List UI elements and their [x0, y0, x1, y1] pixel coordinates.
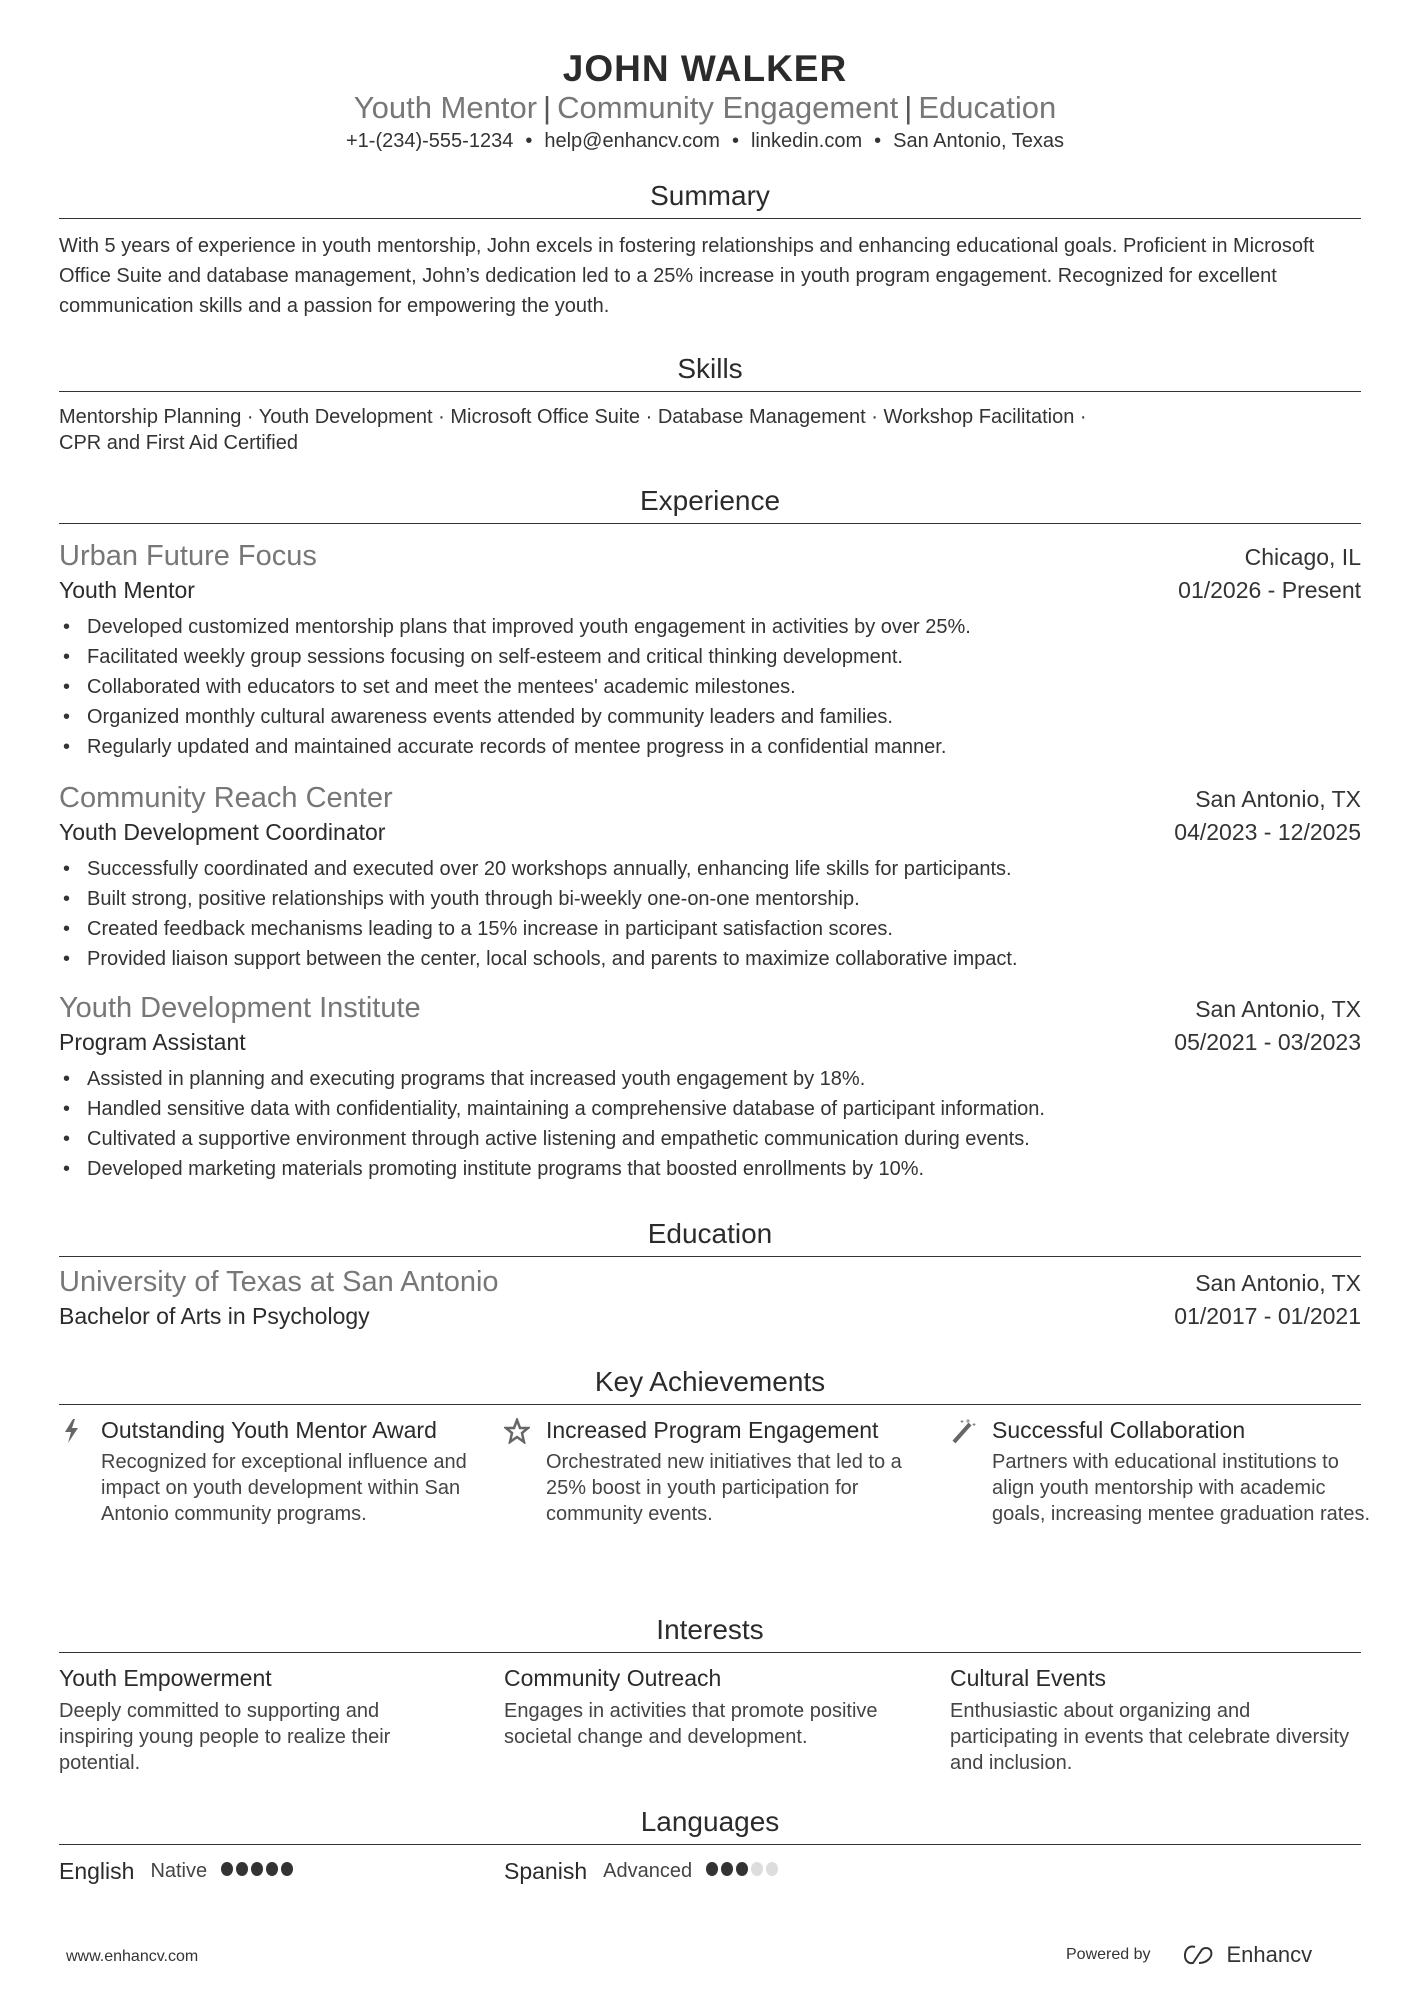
- bullet-item: • Assisted in planning and executing programs that increased youth engagement by 18%.: [59, 1064, 1361, 1094]
- company-name: Youth Development Institute: [59, 992, 421, 1024]
- achievement-description: Recognized for exceptional influence and impact on youth development within San Antonio community programs.: [101, 1451, 467, 1525]
- proficiency-rating: [221, 1862, 296, 1881]
- degree: Bachelor of Arts in Psychology: [59, 1303, 370, 1329]
- education-heading: Education: [59, 1218, 1361, 1257]
- interest-item: [504, 1665, 904, 1750]
- proficiency-rating: [706, 1862, 781, 1881]
- education-dates: 01/2017 - 01/2021: [1174, 1303, 1361, 1329]
- job-dates: 01/2026 - Present: [1178, 577, 1361, 603]
- job-dates: 04/2023 - 12/2025: [1174, 819, 1361, 845]
- bullet-item: • Created feedback mechanisms leading to a 15% increase in participant satisfaction scores.: [59, 914, 1361, 944]
- job-entry: [59, 992, 1361, 1184]
- headline-title: Community Engagement: [557, 90, 899, 125]
- language-name: Spanish: [504, 1858, 588, 1884]
- rating-dot: [706, 1862, 718, 1876]
- achievement-title: Successful Collaboration: [992, 1417, 1246, 1443]
- brand-name: Enhancv: [1226, 1942, 1313, 1967]
- phone[interactable]: +1-(234)-555-1234: [345, 130, 514, 152]
- achievement-title: Increased Program Engagement: [546, 1417, 879, 1443]
- rating-dot: [766, 1862, 778, 1876]
- linkedin[interactable]: linkedin.com: [750, 130, 863, 152]
- language-name: English: [59, 1858, 135, 1884]
- interest-title: Youth Empowerment: [59, 1665, 272, 1691]
- lightning-icon: [59, 1418, 85, 1444]
- language-level: Advanced: [603, 1860, 693, 1882]
- skills-list: [59, 404, 1361, 456]
- bullet: •: [731, 130, 739, 152]
- location: San Antonio, Texas: [893, 130, 1065, 152]
- job-entry: [59, 540, 1361, 762]
- school-location: San Antonio, TX: [1195, 1270, 1361, 1296]
- job-dates: 05/2021 - 03/2023: [1174, 1029, 1361, 1055]
- interest-title: Community Outreach: [504, 1665, 722, 1691]
- job-title: Program Assistant: [59, 1029, 246, 1055]
- job-location: San Antonio, TX: [1195, 786, 1361, 812]
- rating-dot: [266, 1862, 278, 1876]
- footer-website[interactable]: www.enhancv.com: [66, 1948, 199, 1965]
- language-item: [59, 1858, 296, 1885]
- job-title: Youth Mentor: [59, 577, 195, 603]
- achievements-heading: Key Achievements: [59, 1366, 1361, 1405]
- education-entry: [59, 1266, 1361, 1330]
- bullet-item: • Cultivated a supportive environment through active listening and empathetic communication during events.: [59, 1124, 1361, 1154]
- skills-line: CPR and First Aid Certified: [59, 432, 298, 454]
- bullet: •: [874, 130, 882, 152]
- achievement-item: [950, 1416, 1370, 1527]
- achievement-item: [59, 1416, 479, 1527]
- language-item: [504, 1858, 781, 1885]
- rating-dot: [251, 1862, 263, 1876]
- bullet-item: • Developed marketing materials promoting institute programs that boosted enrollments by 10%.: [59, 1154, 1361, 1184]
- summary-heading: Summary: [59, 180, 1361, 219]
- rating-dot: [281, 1862, 293, 1876]
- magic-wand-icon: [950, 1418, 976, 1444]
- interest-item: [950, 1665, 1350, 1776]
- bullet-item: • Regularly updated and maintained accurate records of mentee progress in a confidential manner.: [59, 732, 1361, 762]
- interest-item: [59, 1665, 459, 1776]
- bullet-item: • Provided liaison support between the center, local schools, and parents to maximize collaborative impact.: [59, 944, 1361, 974]
- separator: |: [904, 90, 913, 125]
- skills-line: Mentorship Planning · Youth Development · Microsoft Office Suite · Database Management · Workshop Facilitation ·: [59, 406, 1087, 428]
- experience-heading: Experience: [59, 485, 1361, 524]
- company-name: Community Reach Center: [59, 782, 393, 814]
- bullet-item: • Successfully coordinated and executed over 20 workshops annually, enhancing life skills for participants.: [59, 854, 1361, 884]
- interest-description: Enthusiastic about organizing and participating in events that celebrate diversity and inclusion.: [950, 1700, 1350, 1774]
- rating-dot: [221, 1862, 233, 1876]
- rating-dot: [236, 1862, 248, 1876]
- job-location: Chicago, IL: [1244, 544, 1361, 570]
- bullet-item: • Collaborated with educators to set and meet the mentees' academic milestones.: [59, 672, 1361, 702]
- language-level: Native: [150, 1860, 208, 1882]
- interests-heading: Interests: [59, 1614, 1361, 1653]
- school-name: University of Texas at San Antonio: [59, 1266, 499, 1298]
- candidate-name: JOHN WALKER: [562, 48, 848, 89]
- languages-heading: Languages: [59, 1806, 1361, 1845]
- achievement-description: Partners with educational institutions to align youth mentorship with academic goals, increasing mentee graduation rates.: [992, 1451, 1371, 1525]
- job-location: San Antonio, TX: [1195, 996, 1361, 1022]
- bullet-item: • Facilitated weekly group sessions focusing on self-esteem and critical thinking development.: [59, 642, 1361, 672]
- bullet: •: [525, 130, 533, 152]
- bullet-item: • Handled sensitive data with confidentiality, maintaining a comprehensive database of participant information.: [59, 1094, 1361, 1124]
- bullet-item: • Built strong, positive relationships with youth through bi-weekly one-on-one mentorship.: [59, 884, 1361, 914]
- job-entry: [59, 782, 1361, 974]
- footer-branding: [1066, 1942, 1312, 1968]
- headline: [0, 90, 1410, 126]
- company-name: Urban Future Focus: [59, 540, 317, 572]
- enhancv-logo-icon: [1179, 1943, 1219, 1967]
- job-title: Youth Development Coordinator: [59, 819, 386, 845]
- job-bullets: [59, 854, 1361, 974]
- job-bullets: [59, 612, 1361, 762]
- achievement-title: Outstanding Youth Mentor Award: [101, 1417, 437, 1443]
- rating-dot: [736, 1862, 748, 1876]
- contact-info: [0, 130, 1410, 153]
- achievement-item: [504, 1416, 924, 1527]
- summary-text: With 5 years of experience in youth mentorship, John excels in fostering relationships and enhancing educational goals. Proficient in Microsoft Office Suite and database management, John’s dedication led to a 25% increase in youth program engagement. Recognized for excellent communication skills and a passion for empowering the youth.: [59, 235, 1315, 317]
- headline-title: Youth Mentor: [353, 90, 538, 125]
- skills-heading: Skills: [59, 353, 1361, 392]
- job-bullets: [59, 1064, 1361, 1184]
- email[interactable]: help@enhancv.com: [544, 130, 720, 152]
- star-icon: [504, 1418, 530, 1444]
- interest-description: Engages in activities that promote positive societal change and development.: [504, 1700, 878, 1748]
- powered-by: Powered by: [1066, 1946, 1151, 1963]
- interest-description: Deeply committed to supporting and inspiring young people to realize their potential.: [59, 1700, 391, 1774]
- rating-dot: [721, 1862, 733, 1876]
- bullet-item: • Developed customized mentorship plans that improved youth engagement in activities by over 25%.: [59, 612, 1361, 642]
- interest-title: Cultural Events: [950, 1665, 1106, 1691]
- headline-title: Education: [918, 90, 1057, 125]
- rating-dot: [751, 1862, 763, 1876]
- bullet-item: • Organized monthly cultural awareness events attended by community leaders and families.: [59, 702, 1361, 732]
- separator: |: [543, 90, 552, 125]
- achievement-description: Orchestrated new initiatives that led to a 25% boost in youth participation for community events.: [546, 1451, 902, 1525]
